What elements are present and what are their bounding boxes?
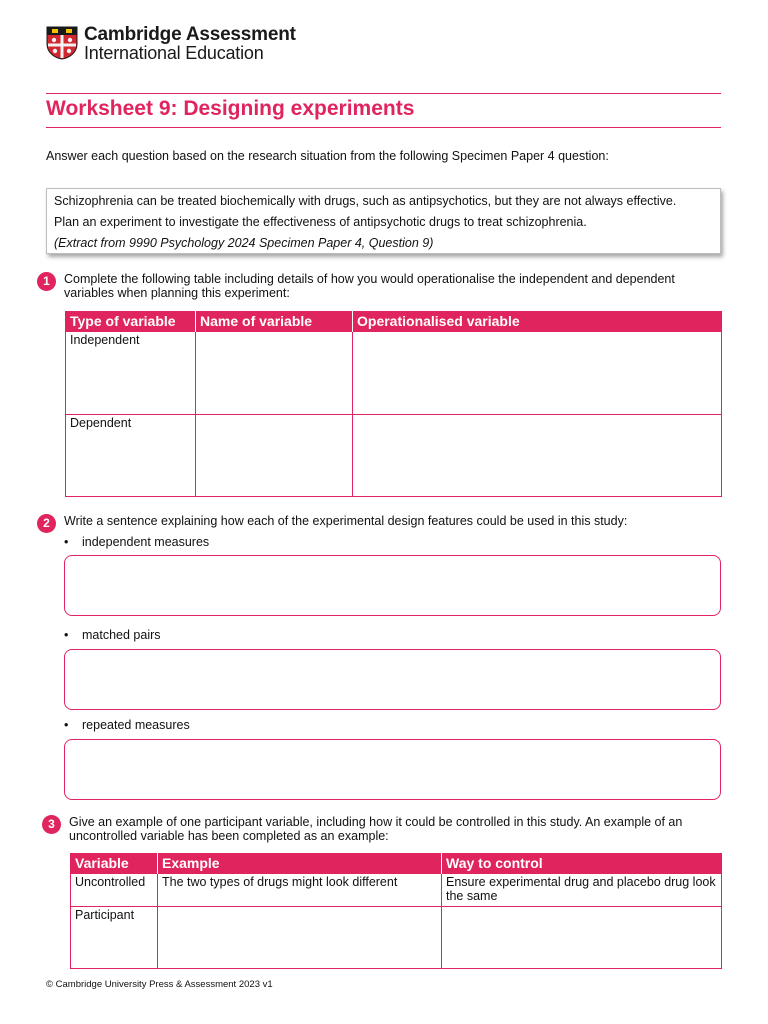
intro-text: Answer each question based on the research situation from the following Specimen Paper 4 question:: [46, 149, 609, 163]
question-3-text: Give an example of one participant variable, including how it could be controlled in this study. An example of an uncontrolled variable has been completed as an example:: [69, 815, 683, 843]
q3-variables-table: [70, 853, 722, 969]
cambridge-crest-icon: [46, 26, 78, 60]
cambridge-logo: [46, 24, 296, 64]
bullet-icon: •: [64, 718, 69, 732]
question-1-text: Complete the following table including details of how you would operationalise the independent and dependent variables when planning this experiment:: [64, 272, 675, 300]
cell-example-participant[interactable]: [158, 907, 442, 969]
title-top-rule: [46, 93, 721, 94]
copyright-footer: © Cambridge University Press & Assessment 2023 v1: [46, 979, 273, 990]
table-row-independent: [66, 332, 722, 415]
cell-variable-uncontrolled: Uncontrolled: [71, 874, 158, 907]
table-row-dependent: [66, 415, 722, 497]
bullet-repeated-measures: [64, 718, 190, 732]
answer-box-matched-pairs[interactable]: [64, 649, 721, 710]
cell-example-uncontrolled: The two types of drugs might look different: [158, 874, 442, 907]
question-2-text: Write a sentence explaining how each of the experimental design features could be used in this study:: [64, 514, 628, 528]
answer-box-repeated-measures[interactable]: [64, 739, 721, 800]
bullet-matched-pairs: [64, 628, 161, 642]
org-name-line1: Cambridge Assessment: [84, 24, 296, 45]
title-bottom-rule: [46, 127, 721, 128]
extract-box: [46, 188, 721, 254]
cell-operationalised-independent[interactable]: [353, 332, 722, 415]
answer-box-independent-measures[interactable]: [64, 555, 721, 616]
header-name-of-variable: Name of variable: [196, 311, 353, 332]
extract-line-2: Plan an experiment to investigate the effectiveness of antipsychotic drugs to treat schizophrenia.: [54, 215, 587, 229]
page-title: Worksheet 9: Designing experiments: [46, 97, 415, 120]
extract-line-1: Schizophrenia can be treated biochemically with drugs, such as antipsychotics, but they are not always effective.: [54, 194, 677, 208]
cell-variable-participant: Participant: [71, 907, 158, 969]
header-type-of-variable: Type of variable: [66, 311, 196, 332]
header-example: Example: [158, 853, 442, 874]
table-row-participant: [71, 907, 722, 969]
header-variable: Variable: [71, 853, 158, 874]
cell-type-independent: Independent: [66, 332, 196, 415]
q1-variables-table: [65, 311, 722, 497]
question-2-number: 2: [37, 514, 56, 533]
question-3-number: 3: [42, 815, 61, 834]
bullet-icon: •: [64, 535, 69, 549]
org-name-line2: International Education: [84, 43, 264, 63]
bullet-independent-measures: [64, 535, 209, 549]
cell-operationalised-dependent[interactable]: [353, 415, 722, 497]
bullet-label: matched pairs: [82, 628, 161, 642]
bullet-label: repeated measures: [82, 718, 190, 732]
cell-name-independent[interactable]: [196, 332, 353, 415]
header-operationalised-variable: Operationalised variable: [353, 311, 722, 332]
header-way-to-control: Way to control: [442, 853, 722, 874]
bullet-icon: •: [64, 628, 69, 642]
table-row-uncontrolled: [71, 874, 722, 907]
cell-name-dependent[interactable]: [196, 415, 353, 497]
cell-type-dependent: Dependent: [66, 415, 196, 497]
cell-control-participant[interactable]: [442, 907, 722, 969]
table-header-row: [71, 853, 722, 874]
question-1-number: 1: [37, 272, 56, 291]
bullet-label: independent measures: [82, 535, 210, 549]
extract-source: (Extract from 9990 Psychology 2024 Specimen Paper 4, Question 9): [54, 236, 434, 250]
cell-control-uncontrolled: Ensure experimental drug and placebo drug look the same: [442, 874, 722, 907]
table-header-row: [66, 311, 722, 332]
